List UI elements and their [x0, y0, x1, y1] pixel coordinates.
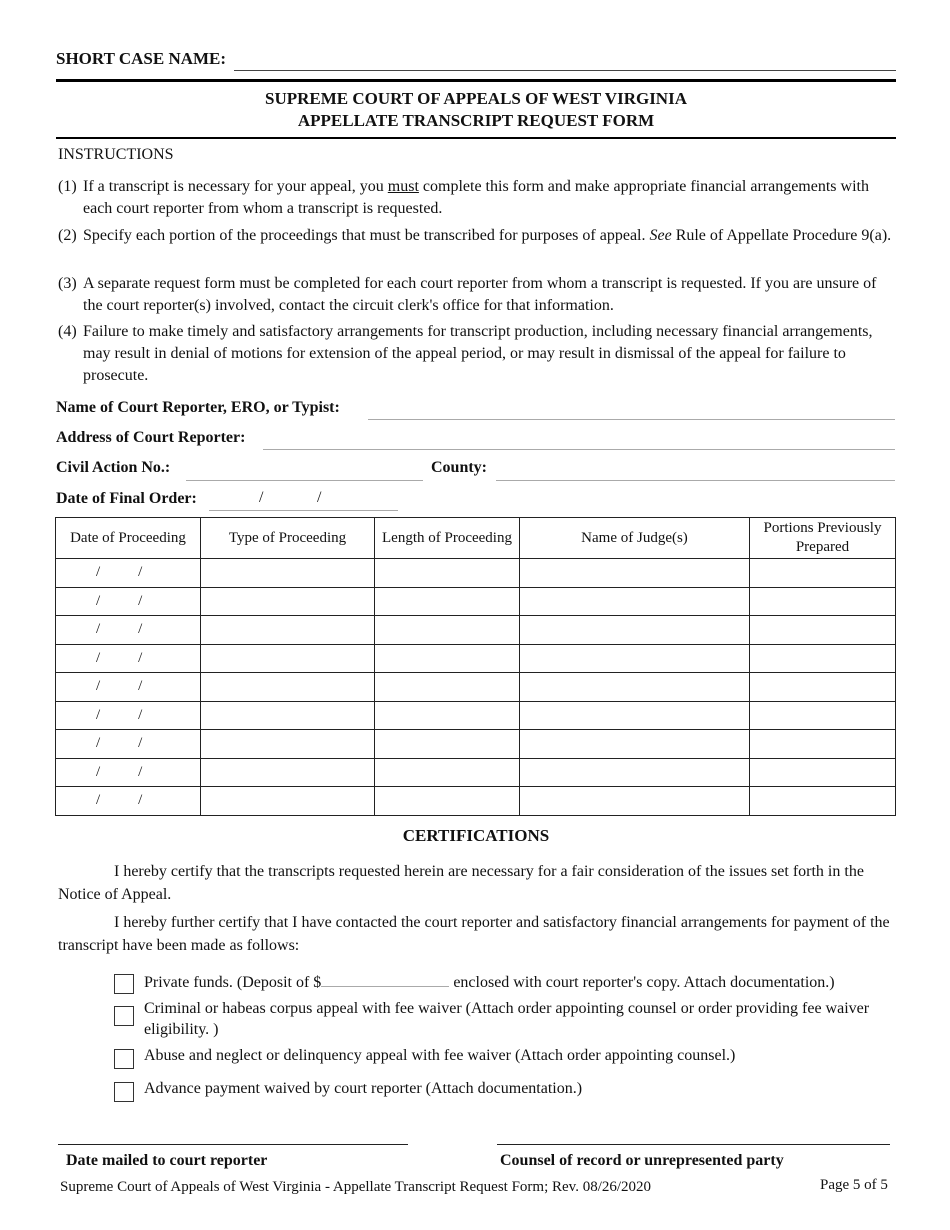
- judge-name-cell[interactable]: [520, 701, 750, 730]
- portions-prepared-cell[interactable]: [750, 616, 896, 645]
- judge-name-cell[interactable]: [520, 758, 750, 787]
- instruction-number: (1): [58, 178, 77, 195]
- payment-option-label: Advance payment waived by court reporter (Attach documentation.): [144, 1080, 583, 1097]
- date-of-proceeding-cell[interactable]: [56, 587, 201, 616]
- portions-prepared-cell[interactable]: [750, 673, 896, 702]
- table-row: [56, 673, 896, 702]
- date-mailed-label: Date mailed to court reporter: [66, 1152, 268, 1169]
- date-separator: /: [96, 678, 101, 695]
- final-order-label: Date of Final Order:: [56, 490, 197, 507]
- certification-paragraph: I hereby further certify that I have contacted the court reporter and satisfactory financial arrangements for payment of the transcript have been made as follows:: [58, 914, 890, 954]
- instructions-heading: INSTRUCTIONS: [58, 146, 174, 163]
- instruction-item: [58, 176, 898, 220]
- payment-option-fee-waiver: [114, 998, 894, 1040]
- portions-prepared-cell[interactable]: [750, 701, 896, 730]
- instruction-item: [58, 225, 898, 247]
- abuse-neglect-checkbox[interactable]: [114, 1049, 134, 1069]
- counsel-label: Counsel of record or unrepresented party: [500, 1152, 784, 1169]
- date-of-proceeding-cell[interactable]: [56, 758, 201, 787]
- reporter-name-label: Name of Court Reporter, ERO, or Typist:: [56, 399, 340, 416]
- portions-prepared-cell[interactable]: [750, 758, 896, 787]
- instruction-text: If a transcript is necessary for your appeal, you must complete this form and make appropriate financial arrangements with each court reporter from whom a transcript is requested.: [83, 178, 869, 217]
- reporter-name-field[interactable]: [368, 418, 895, 420]
- length-of-proceeding-cell[interactable]: [375, 644, 520, 673]
- portions-prepared-cell[interactable]: [750, 644, 896, 673]
- emphasis-must: must: [387, 178, 419, 195]
- date-of-proceeding-cell[interactable]: [56, 559, 201, 588]
- length-of-proceeding-cell[interactable]: [375, 559, 520, 588]
- col-length-header: Length of Proceeding: [375, 518, 520, 559]
- type-of-proceeding-cell[interactable]: [201, 787, 375, 816]
- payment-option-label: Abuse and neglect or delinquency appeal with fee waiver (Attach order appointing counsel.): [144, 1047, 736, 1064]
- instruction-text: A separate request form must be completed for each court reporter from whom a transcript is requested. If you are unsure of the court reporter(s) involved, contact the circuit clerk's office for that information.: [83, 275, 877, 314]
- length-of-proceeding-cell[interactable]: [375, 758, 520, 787]
- length-of-proceeding-cell[interactable]: [375, 616, 520, 645]
- table-row: [56, 701, 896, 730]
- final-order-date-field[interactable]: [209, 509, 398, 511]
- col-portions-header: Portions Previously Prepared: [750, 518, 896, 559]
- instruction-number: (4): [58, 323, 77, 340]
- advance-waived-checkbox[interactable]: [114, 1082, 134, 1102]
- date-of-proceeding-cell[interactable]: [56, 673, 201, 702]
- fee-waiver-checkbox[interactable]: [114, 1006, 134, 1026]
- date-separator: /: [96, 735, 101, 752]
- date-separator: /: [138, 564, 143, 581]
- type-of-proceeding-cell[interactable]: [201, 616, 375, 645]
- civil-action-field[interactable]: [186, 479, 423, 481]
- date-separator: /: [317, 489, 322, 506]
- payment-option-label: Private funds. (Deposit of $ enclosed with court reporter's copy. Attach documentation.): [144, 974, 835, 991]
- short-case-name-label: SHORT CASE NAME:: [56, 49, 227, 68]
- payment-option-label: Criminal or habeas corpus appeal with fee waiver (Attach order appointing counsel or order providing fee waiver eligibility. ): [144, 1000, 870, 1038]
- table-row: [56, 587, 896, 616]
- portions-prepared-cell[interactable]: [750, 559, 896, 588]
- form-title-name: APPELLATE TRANSCRIPT REQUEST FORM: [297, 111, 655, 130]
- judge-name-cell[interactable]: [520, 587, 750, 616]
- reporter-address-field[interactable]: [263, 448, 895, 450]
- col-date-header: Date of Proceeding: [56, 518, 201, 559]
- portions-prepared-cell[interactable]: [750, 587, 896, 616]
- type-of-proceeding-cell[interactable]: [201, 587, 375, 616]
- page-number: Page 5 of 5: [820, 1177, 888, 1193]
- date-separator: /: [96, 763, 101, 780]
- counsel-signature-line[interactable]: [497, 1144, 890, 1145]
- instruction-text: Failure to make timely and satisfactory arrangements for transcript production, including necessary financial arrangements, may result in denial of motions for extension of the appeal period, or may result in dismissal of the appeal for failure to prosecute.: [83, 323, 873, 384]
- judge-name-cell[interactable]: [520, 787, 750, 816]
- instruction-item: [58, 273, 898, 317]
- date-separator: /: [138, 706, 143, 723]
- table-row: [56, 616, 896, 645]
- deposit-amount-field[interactable]: [321, 972, 449, 987]
- judge-name-cell[interactable]: [520, 673, 750, 702]
- table-row: [56, 730, 896, 759]
- proceedings-table: [55, 517, 896, 816]
- date-separator: /: [96, 706, 101, 723]
- date-separator: /: [138, 592, 143, 609]
- header-divider: [56, 79, 896, 82]
- certification-paragraph: I hereby certify that the transcripts requested herein are necessary for a fair consideration of the issues set forth in the Notice of Appeal.: [58, 863, 864, 903]
- table-row: [56, 559, 896, 588]
- footer-form-id: Supreme Court of Appeals of West Virginia - Appellate Transcript Request Form; Rev. 08/26/2020: [60, 1179, 652, 1195]
- type-of-proceeding-cell[interactable]: [201, 730, 375, 759]
- type-of-proceeding-cell[interactable]: [201, 701, 375, 730]
- short-case-name-field[interactable]: [234, 70, 896, 71]
- length-of-proceeding-cell[interactable]: [375, 587, 520, 616]
- judge-name-cell[interactable]: [520, 559, 750, 588]
- payment-option-private-funds: [114, 972, 894, 993]
- instruction-item: [58, 321, 898, 387]
- date-separator: /: [138, 621, 143, 638]
- table-header-row: [56, 518, 896, 559]
- date-separator: /: [96, 592, 101, 609]
- table-row: [56, 758, 896, 787]
- instruction-number: (3): [58, 275, 77, 292]
- length-of-proceeding-cell[interactable]: [375, 787, 520, 816]
- type-of-proceeding-cell[interactable]: [201, 673, 375, 702]
- date-separator: /: [96, 621, 101, 638]
- payment-option-abuse-neglect: [114, 1045, 894, 1066]
- short-case-name-row: [56, 48, 896, 72]
- length-of-proceeding-cell[interactable]: [375, 701, 520, 730]
- date-of-proceeding-cell[interactable]: [56, 644, 201, 673]
- county-field[interactable]: [496, 479, 895, 481]
- instruction-text: Specify each portion of the proceedings that must be transcribed for purposes of appeal. See Rule of Appellate Procedure 9(a).: [83, 227, 892, 244]
- type-of-proceeding-cell[interactable]: [201, 644, 375, 673]
- date-of-proceeding-cell[interactable]: [56, 730, 201, 759]
- certifications-heading: CERTIFICATIONS: [402, 826, 550, 845]
- date-mailed-signature-line[interactable]: [58, 1144, 408, 1145]
- date-separator: /: [138, 678, 143, 695]
- date-of-proceeding-cell[interactable]: [56, 616, 201, 645]
- type-of-proceeding-cell[interactable]: [201, 758, 375, 787]
- portions-prepared-cell[interactable]: [750, 730, 896, 759]
- form-title-court: SUPREME COURT OF APPEALS OF WEST VIRGINIA: [265, 89, 687, 108]
- civil-action-label: Civil Action No.:: [56, 459, 171, 476]
- date-separator: /: [259, 489, 264, 506]
- date-separator: /: [138, 763, 143, 780]
- length-of-proceeding-cell[interactable]: [375, 730, 520, 759]
- instruction-number: (2): [58, 227, 77, 244]
- reporter-address-label: Address of Court Reporter:: [56, 429, 246, 446]
- date-of-proceeding-cell[interactable]: [56, 701, 201, 730]
- date-separator: /: [96, 792, 101, 809]
- type-of-proceeding-cell[interactable]: [201, 559, 375, 588]
- table-row: [56, 644, 896, 673]
- col-type-header: Type of Proceeding: [201, 518, 375, 559]
- judge-name-cell[interactable]: [520, 644, 750, 673]
- date-separator: /: [138, 735, 143, 752]
- private-funds-checkbox[interactable]: [114, 974, 134, 994]
- county-label: County:: [431, 459, 488, 476]
- date-separator: /: [96, 649, 101, 666]
- date-separator: /: [138, 649, 143, 666]
- col-judge-header: Name of Judge(s): [520, 518, 750, 559]
- form-title: [56, 88, 896, 132]
- date-separator: /: [138, 792, 143, 809]
- payment-option-advance-waived: [114, 1078, 894, 1099]
- date-of-proceeding-cell[interactable]: [56, 787, 201, 816]
- judge-name-cell[interactable]: [520, 616, 750, 645]
- emphasis-see: See: [649, 227, 672, 244]
- date-separator: /: [96, 564, 101, 581]
- title-divider: [56, 137, 896, 139]
- table-row: [56, 787, 896, 816]
- length-of-proceeding-cell[interactable]: [375, 673, 520, 702]
- portions-prepared-cell[interactable]: [750, 787, 896, 816]
- judge-name-cell[interactable]: [520, 730, 750, 759]
